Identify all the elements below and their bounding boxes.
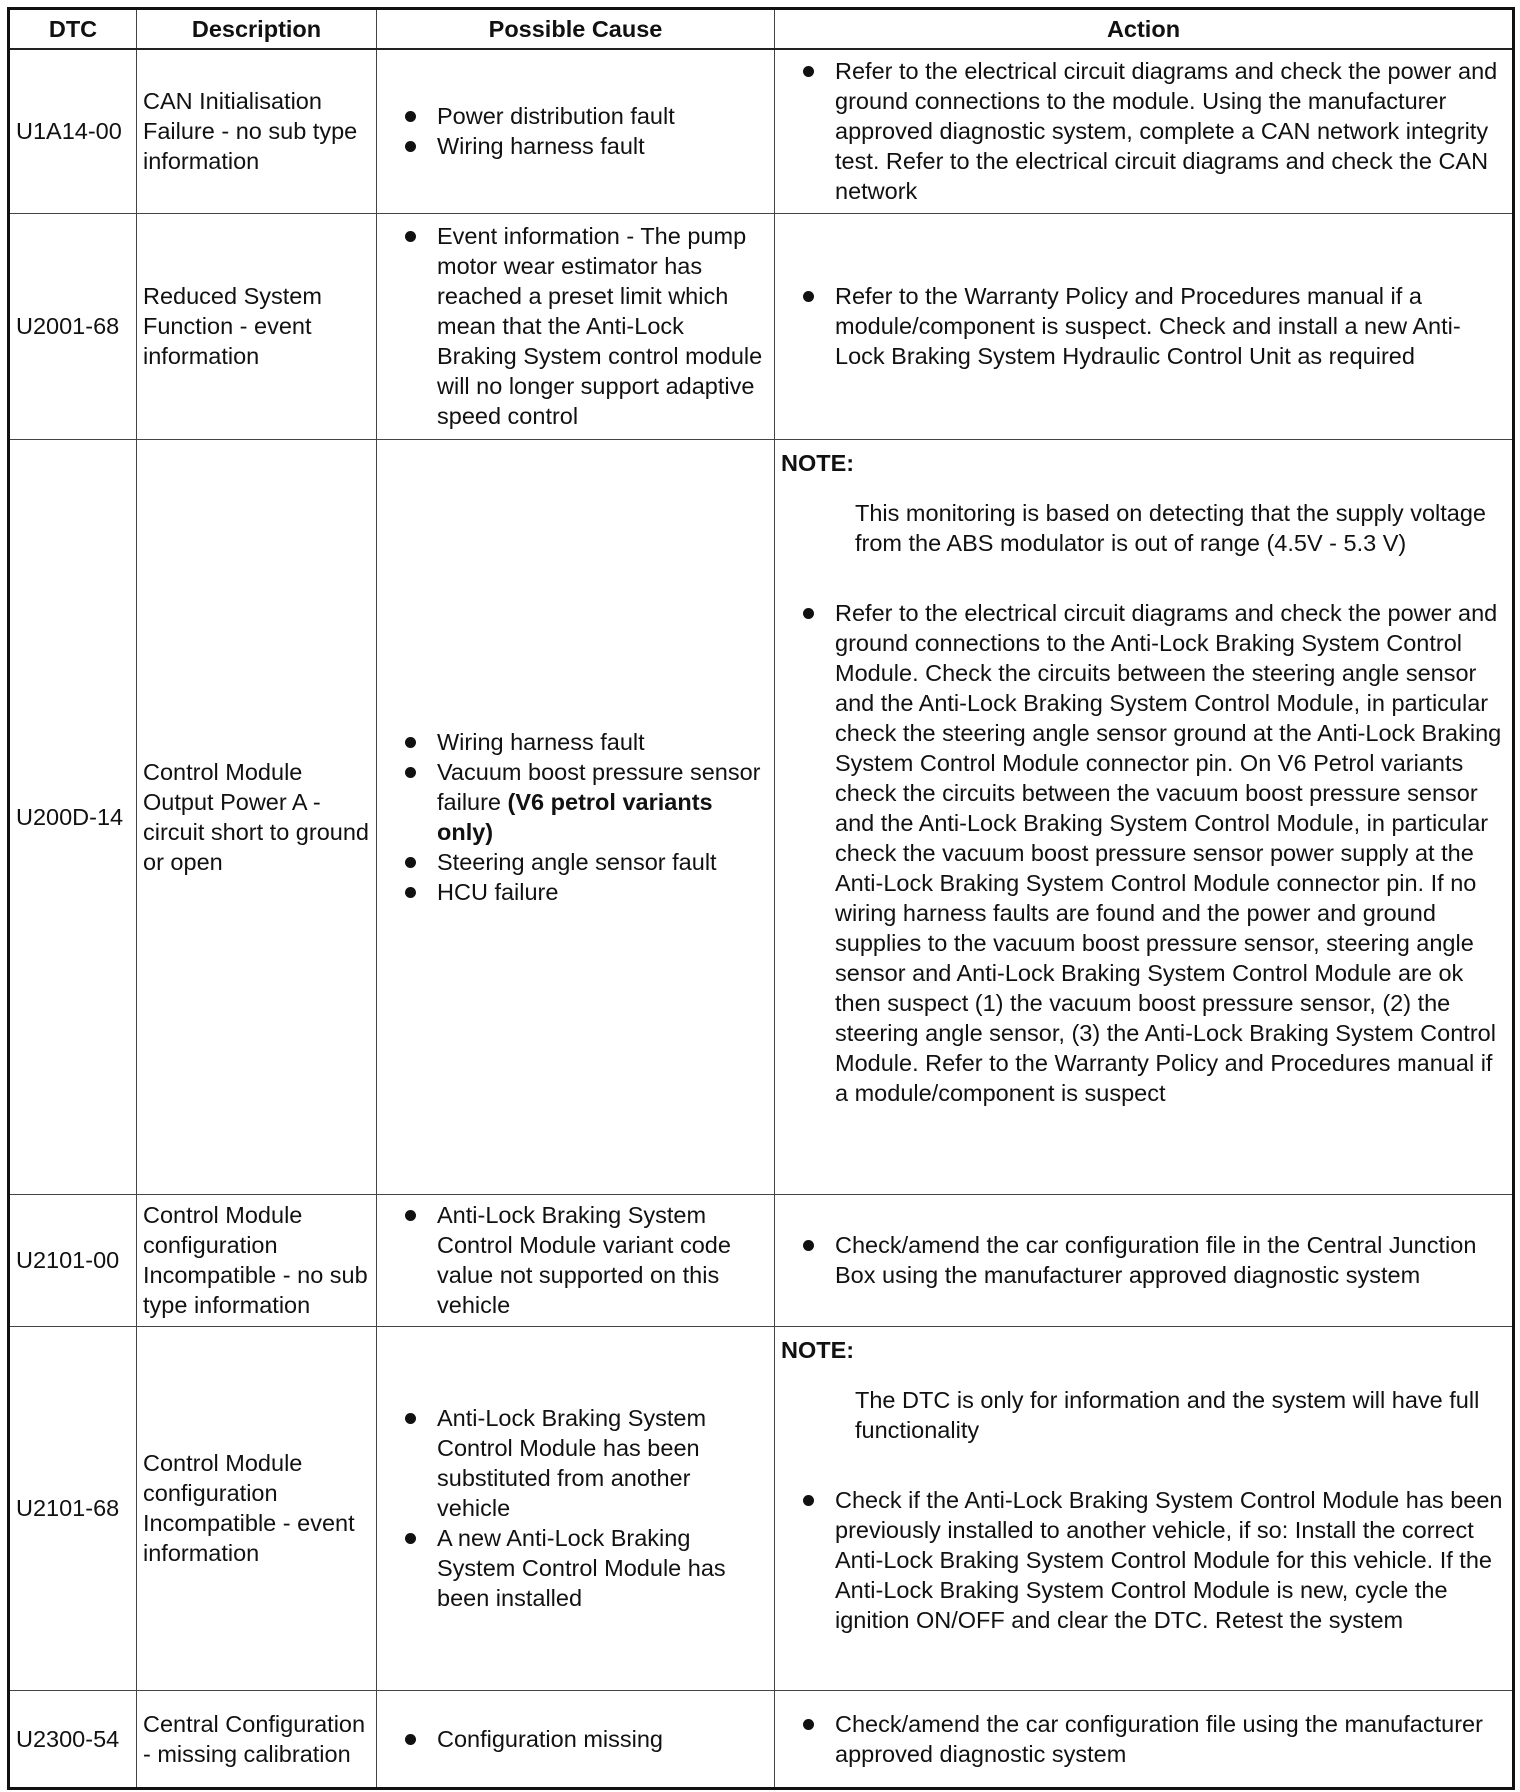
cause-item: Power distribution fault bbox=[383, 101, 768, 131]
action-cell bbox=[775, 439, 1514, 1194]
action-cell bbox=[775, 213, 1514, 439]
table-row bbox=[9, 49, 1514, 213]
dtc-description: CAN Initialisation Failure - no sub type information bbox=[137, 49, 377, 213]
dtc-table bbox=[7, 7, 1515, 1790]
note-text: The DTC is only for information and the system will have full functionality bbox=[855, 1386, 1480, 1443]
action-cell bbox=[775, 1194, 1514, 1326]
note-text: This monitoring is based on detecting that the supply voltage from the ABS modulator is out of range (4.5V - 5.3 V) bbox=[855, 499, 1486, 556]
cause-list bbox=[383, 221, 768, 431]
cause-item: HCU failure bbox=[383, 877, 768, 907]
action-item: Check/amend the car configuration file in the Central Junction Box using the manufacturer approved diagnostic system bbox=[781, 1230, 1506, 1290]
dtc-code: U2001-68 bbox=[9, 213, 137, 439]
possible-cause-cell bbox=[377, 439, 775, 1194]
dtc-description: Control Module configuration Incompatible - no sub type information bbox=[137, 1194, 377, 1326]
dtc-code: U2101-00 bbox=[9, 1194, 137, 1326]
possible-cause-cell bbox=[377, 1194, 775, 1326]
action-cell bbox=[775, 1326, 1514, 1690]
header-dtc: DTC bbox=[9, 9, 137, 50]
action-list bbox=[781, 1485, 1506, 1635]
possible-cause-cell bbox=[377, 1690, 775, 1788]
dtc-description: Reduced System Function - event information bbox=[137, 213, 377, 439]
action-list bbox=[781, 1230, 1506, 1290]
cause-item: Steering angle sensor fault bbox=[383, 847, 768, 877]
possible-cause-cell bbox=[377, 213, 775, 439]
cause-list bbox=[383, 1724, 768, 1754]
cause-item: Wiring harness fault bbox=[383, 131, 768, 161]
note-label: NOTE: bbox=[781, 1336, 855, 1363]
cause-list bbox=[383, 727, 768, 907]
cause-list bbox=[383, 1200, 768, 1320]
dtc-code: U1A14-00 bbox=[9, 49, 137, 213]
dtc-description: Control Module configuration Incompatible - event information bbox=[137, 1326, 377, 1690]
cause-item: Anti-Lock Braking System Control Module variant code value not supported on this vehicle bbox=[383, 1200, 768, 1320]
header-description: Description bbox=[137, 9, 377, 50]
cause-emphasis: (V6 petrol variants only) bbox=[437, 788, 713, 845]
action-list bbox=[781, 56, 1506, 206]
cause-item bbox=[383, 757, 768, 847]
cause-list bbox=[383, 1403, 768, 1613]
possible-cause-cell bbox=[377, 1326, 775, 1690]
action-item: Check if the Anti-Lock Braking System Control Module has been previously installed to another vehicle, if so: Install the correct Anti-Lock Braking System Control Module for this vehicle. If the Anti-Lock Braking System Control Module is new, cycle the ignition ON/OFF and clear the DTC. Retest the system bbox=[781, 1485, 1506, 1635]
header-action: Action bbox=[775, 9, 1514, 50]
action-item: Refer to the Warranty Policy and Procedures manual if a module/component is suspect. Check and install a new Anti-Lock Braking System Hydraulic Control Unit as required bbox=[781, 281, 1506, 371]
action-list bbox=[781, 598, 1506, 1108]
note-label: NOTE: bbox=[781, 449, 855, 476]
cause-item: Event information - The pump motor wear estimator has reached a preset limit which mean that the Anti-Lock Braking System control module will no longer support adaptive speed control bbox=[383, 221, 768, 431]
cause-item: Configuration missing bbox=[383, 1724, 768, 1754]
possible-cause-cell bbox=[377, 49, 775, 213]
action-item: Refer to the electrical circuit diagrams and check the power and ground connections to the Anti-Lock Braking System Control Module. Check the circuits between the steering angle sensor and the Anti-Lock Braking System Control Module, in particular check the steering angle sensor ground at the Anti-Lock Braking System Control Module connector pin. On V6 Petrol variants check the circuits between the vacuum boost pressure sensor and the Anti-Lock Braking System Control Module, in particular check the vacuum boost pressure sensor power supply at the Anti-Lock Braking System Control Module connector pin. If no wiring harness faults are found and the power and ground supplies to the vacuum boost pressure sensor, steering angle sensor and Anti-Lock Braking System Control Module are ok then suspect (1) the vacuum boost pressure sensor, (2) the steering angle sensor, (3) the Anti-Lock Braking System Control Module. Refer to the Warranty Policy and Procedures manual if a module/component is suspect bbox=[781, 598, 1506, 1108]
action-list bbox=[781, 281, 1506, 371]
header-possible-cause: Possible Cause bbox=[377, 9, 775, 50]
action-list bbox=[781, 1709, 1506, 1769]
action-item: Refer to the electrical circuit diagrams and check the power and ground connections to the module. Using the manufacturer approved diagnostic system, complete a CAN network integrity test. Refer to the electrical circuit diagrams and check the CAN network bbox=[781, 56, 1506, 206]
cause-text: Vacuum boost pressure sensor failure bbox=[437, 758, 761, 815]
dtc-code: U2101-68 bbox=[9, 1326, 137, 1690]
action-cell bbox=[775, 1690, 1514, 1788]
cause-item: Anti-Lock Braking System Control Module has been substituted from another vehicle bbox=[383, 1403, 768, 1523]
dtc-code: U200D-14 bbox=[9, 439, 137, 1194]
dtc-description: Central Configuration - missing calibration bbox=[137, 1690, 377, 1788]
table-row bbox=[9, 213, 1514, 439]
cause-item: Wiring harness fault bbox=[383, 727, 768, 757]
dtc-code: U2300-54 bbox=[9, 1690, 137, 1788]
dtc-description: Control Module Output Power A - circuit short to ground or open bbox=[137, 439, 377, 1194]
action-item: Check/amend the car configuration file using the manufacturer approved diagnostic system bbox=[781, 1709, 1506, 1769]
cause-list bbox=[383, 101, 768, 161]
table-row bbox=[9, 1326, 1514, 1690]
table-row bbox=[9, 1194, 1514, 1326]
table-row bbox=[9, 1690, 1514, 1788]
table-row bbox=[9, 439, 1514, 1194]
header-row bbox=[9, 9, 1514, 50]
action-cell bbox=[775, 49, 1514, 213]
cause-item: A new Anti-Lock Braking System Control Module has been installed bbox=[383, 1523, 768, 1613]
